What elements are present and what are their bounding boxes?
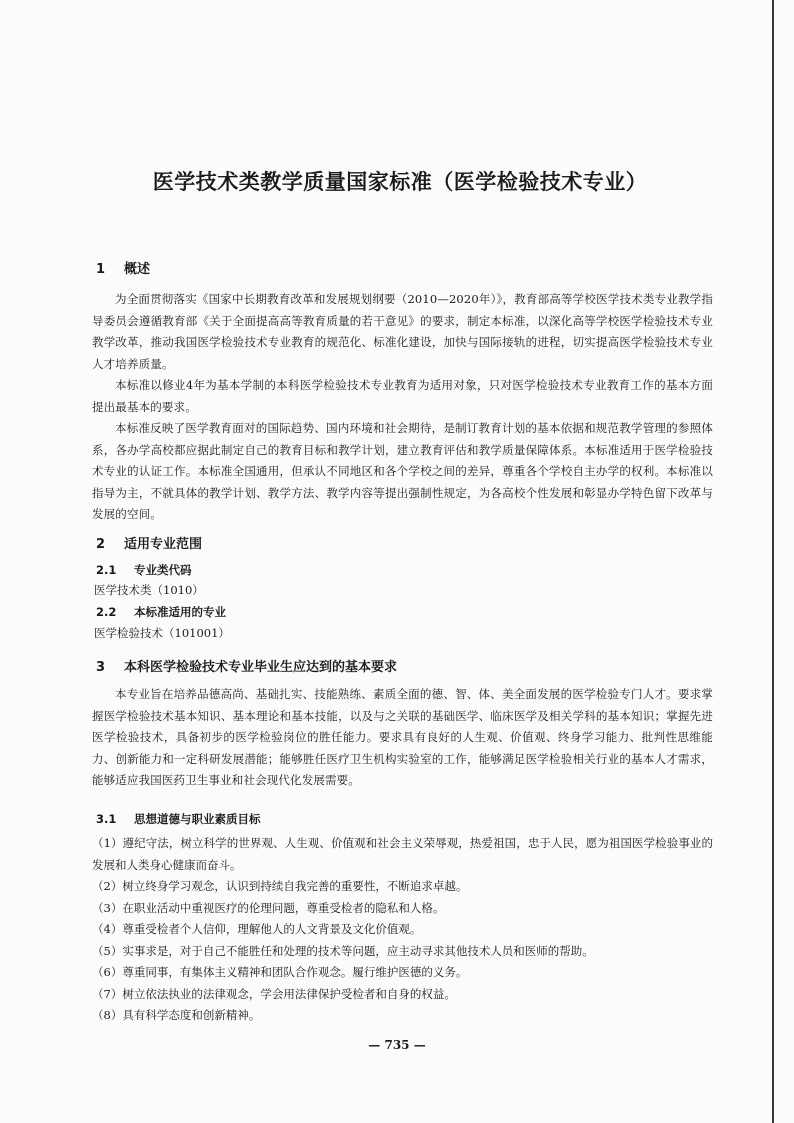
section-3-heading xyxy=(96,656,397,675)
list-item: （1）遵纪守法，树立科学的世界观、人生观、价值观和社会主义荣辱观，热爱祖国，忠于人民，愿为祖国医学检验事业的发展和人类身心健康而奋斗。 xyxy=(92,836,713,872)
list-item: （7）树立依法执业的法律观念，学会用法律保护受检者和自身的权益。 xyxy=(92,987,456,1001)
section-3-number: 3 xyxy=(96,660,106,675)
list-item: （4）尊重受检者个人信仰，理解他人的人文背景及文化价值观。 xyxy=(92,922,422,936)
section-1-paragraph-1: 为全面贯彻落实《国家中长期教育改革和发展规划纲要（2010—2020年）》，教育部高等学校医学技术类专业教学指导委员会遵循教育部《关于全面提高高等教育质量的若干意见》的要求，制定本标准，以深化高等学校医学检验技术专业教学改革，推动我国医学检验技术专业教育的规范化、标准化建设，加快与国际接轨的进程，切实提高医学检验技术专业人才培养质量。 xyxy=(92,292,713,371)
list-item: （8）具有科学态度和创新精神。 xyxy=(92,1008,261,1022)
page-edge-line xyxy=(772,0,774,1123)
section-1-paragraph-2: 本标准以修业4年为基本学制的本科医学检验技术专业教育为适用对象，只对医学检验技术专业教育工作的基本方面提出最基本的要求。 xyxy=(92,378,713,414)
subsection-2-1-title: 专业类代码 xyxy=(134,563,192,577)
document-title: 医学技术类教学质量国家标准（医学检验技术专业） xyxy=(152,170,648,194)
list-item: （2）树立终身学习观念，认识到持续自我完善的重要性，不断追求卓越。 xyxy=(92,879,468,893)
subsection-2-2-title: 本标准适用的专业 xyxy=(134,605,226,619)
subsection-2-2-heading xyxy=(96,604,226,620)
subsection-2-1-heading xyxy=(96,562,192,578)
page-number: — 735 — xyxy=(368,1038,426,1052)
section-1-heading xyxy=(96,258,150,277)
subsection-3-1-title: 思想道德与职业素质目标 xyxy=(134,812,261,826)
subsection-2-2-value: 医学检验技术（101001） xyxy=(94,626,230,640)
list-item: （3）在职业活动中重视医疗的伦理问题，尊重受检者的隐私和人格。 xyxy=(92,901,445,915)
section-1-number: 1 xyxy=(96,262,106,277)
section-2-title: 适用专业范围 xyxy=(124,537,203,552)
subsection-2-1-value: 医学技术类（1010） xyxy=(94,583,204,597)
section-1-title: 概述 xyxy=(124,262,151,277)
section-3-title: 本科医学检验技术专业毕业生应达到的基本要求 xyxy=(124,660,398,675)
section-1-paragraph-3: 本标准反映了医学教育面对的国际趋势、国内环境和社会期待，是制订教育计划的基本依据和规范教学管理的参照体系，各办学高校都应据此制定自己的教育目标和教学计划，建立教育评估和教学质量保障体系。本标准适用于医学检验技术专业的认证工作。本标准全国通用，但承认不同地区和各个学校之间的差异，尊重各个学校自主办学的权利。本标准以指导为主，不就具体的教学计划、教学方法、教学内容等提出强制性规定，为各高校个性发展和彰显办学特色留下改革与发展的空间。 xyxy=(92,421,713,522)
subsection-3-1-heading xyxy=(96,811,261,827)
subsection-2-2-number: 2.2 xyxy=(96,605,117,619)
subsection-3-1-number: 3.1 xyxy=(96,812,117,826)
section-2-heading xyxy=(96,533,202,552)
section-2-number: 2 xyxy=(96,537,106,552)
subsection-2-1-number: 2.1 xyxy=(96,563,117,577)
section-3-paragraph-1: 本专业旨在培养品德高尚、基础扎实、技能熟练、素质全面的德、智、体、美全面发展的医学检验专门人才。要求掌握医学检验技术基本知识、基本理论和基本技能，以及与之关联的基础医学、临床医学及相关学科的基本知识；掌握先进医学检验技术，具备初步的医学检验岗位的胜任能力。要求具有良好的人生观、价值观、终身学习能力、批判性思维能力、创新能力和一定科研发展潜能；能够胜任医疗卫生机构实验室的工作，能够满足医学检验相关行业的基本人才需求，能够适应我国医药卫生事业和社会现代化发展需要。 xyxy=(92,687,713,788)
list-item: （5）实事求是，对于自己不能胜任和处理的技术等问题，应主动寻求其他技术人员和医师的帮助。 xyxy=(92,944,594,958)
list-item: （6）尊重同事，有集体主义精神和团队合作观念。履行维护医德的义务。 xyxy=(92,965,468,979)
